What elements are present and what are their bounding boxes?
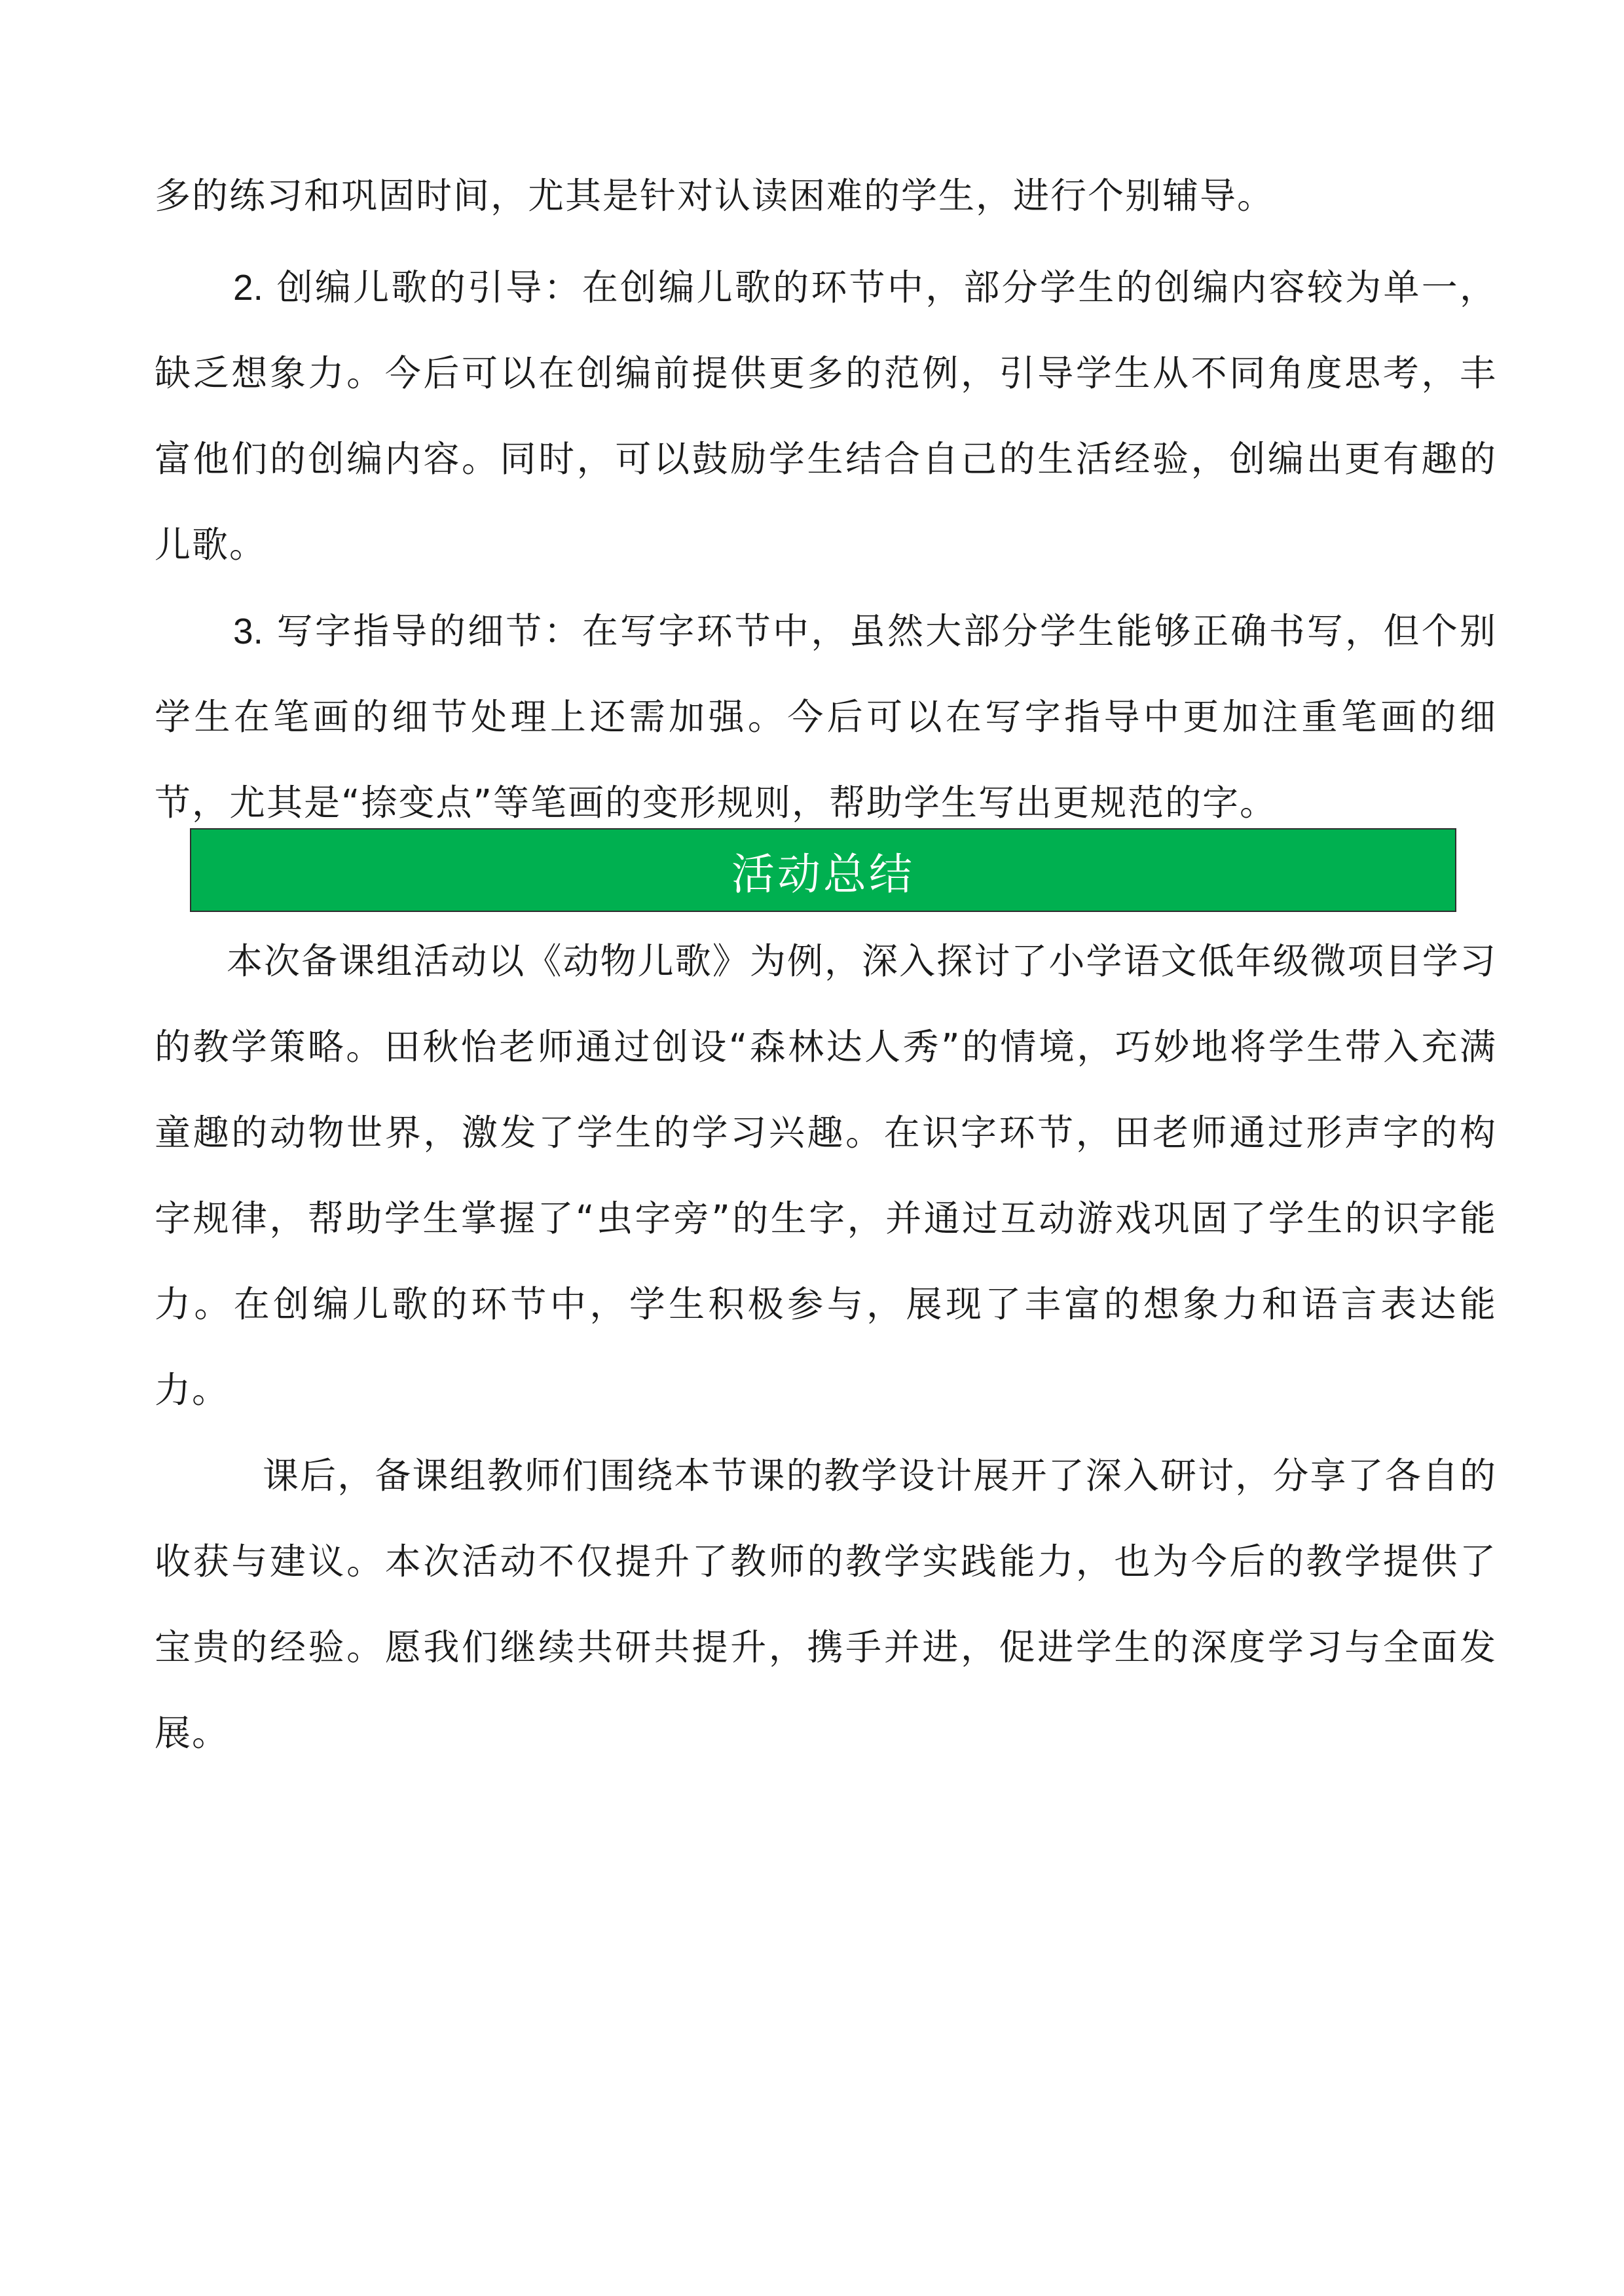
- summary-paragraph-1: 本次备课组活动以《动物儿歌》为例，深入探讨了小学语文低年级微项目学习的教学策略。田秋怡老师通过创设“森林达人秀”的情境，巧妙地将学生带入充满童趣的动物世界，激发了学生的学习兴趣。在识字环节，田老师通过形声字的构字规律，帮助学生掌握了“虫字旁”的生字，并通过互动游戏巩固了学生的识字能力。在创编儿歌的环节中，学生积极参与，展现了丰富的想象力和语言表达能力。: [155, 940, 1497, 1411]
- item-text: 创编儿歌的引导：在创编儿歌的环节中，部分学生的创编内容较为单一，缺乏想象力。今后可以在创编前提供更多的范例，引导学生从不同角度思考，丰富他们的创编内容。同时，可以鼓励学生结合自己的生活经验，创编出更有趣的儿歌。: [155, 266, 1497, 566]
- item-number: 2.: [233, 267, 263, 308]
- section-header-bar: [190, 828, 1456, 912]
- item-number: 3.: [233, 611, 263, 651]
- reflection-item-2: [155, 245, 1497, 588]
- summary-paragraph-2: 课后，备课组教师们围绕本节课的教学设计展开了深入研讨，分享了各自的收获与建议。本次活动不仅提升了教师的教学实践能力，也为今后的教学提供了宝贵的经验。愿我们继续共研共提升，携手并进，促进学生的深度学习与全面发展。: [155, 1455, 1497, 1754]
- paragraph-continuation: 多的练习和巩固时间，尤其是针对认读困难的学生，进行个别辅导。: [155, 175, 1275, 217]
- reflection-item-3: [155, 589, 1497, 846]
- item-text: 写字指导的细节：在写字环节中，虽然大部分学生能够正确书写，但个别学生在笔画的细节处理上还需加强。今后可以在写字指导中更加注重笔画的细节，尤其是“捺变点”等笔画的变形规则，帮助学生写出更规范的字。: [155, 610, 1497, 824]
- section-title: 活动总结: [731, 848, 915, 900]
